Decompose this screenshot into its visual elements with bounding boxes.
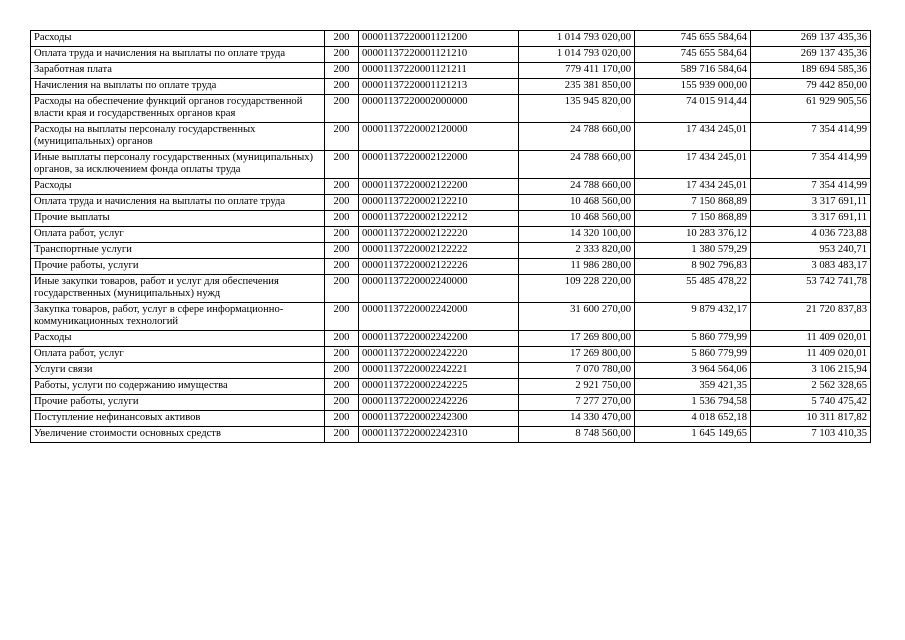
- cell-name: Увеличение стоимости основных средств: [31, 427, 325, 443]
- cell-approved: 109 228 220,00: [519, 275, 635, 303]
- cell-unexecuted: 2 562 328,65: [751, 379, 871, 395]
- cell-approved: 17 269 800,00: [519, 347, 635, 363]
- cell-line-code: 200: [325, 95, 359, 123]
- cell-approved: 24 788 660,00: [519, 123, 635, 151]
- cell-name: Работы, услуги по содержанию имущества: [31, 379, 325, 395]
- cell-budget-code: 00001137220002242225: [359, 379, 519, 395]
- cell-approved: 7 277 270,00: [519, 395, 635, 411]
- table-row: [31, 227, 871, 243]
- cell-budget-code: 00001137220002120000: [359, 123, 519, 151]
- cell-executed: 17 434 245,01: [635, 123, 751, 151]
- cell-approved: 24 788 660,00: [519, 179, 635, 195]
- cell-budget-code: 00001137220001121210: [359, 47, 519, 63]
- cell-line-code: 200: [325, 151, 359, 179]
- table-row: [31, 411, 871, 427]
- cell-line-code: 200: [325, 63, 359, 79]
- table-row: [31, 31, 871, 47]
- cell-executed: 745 655 584,64: [635, 47, 751, 63]
- cell-line-code: 200: [325, 363, 359, 379]
- cell-unexecuted: 7 354 414,99: [751, 179, 871, 195]
- cell-executed: 9 879 432,17: [635, 303, 751, 331]
- cell-executed: 5 860 779,99: [635, 347, 751, 363]
- cell-line-code: 200: [325, 243, 359, 259]
- cell-executed: 7 150 868,89: [635, 211, 751, 227]
- cell-unexecuted: 3 317 691,11: [751, 211, 871, 227]
- cell-budget-code: 00001137220002122000: [359, 151, 519, 179]
- table-row: [31, 63, 871, 79]
- cell-executed: 1 380 579,29: [635, 243, 751, 259]
- cell-unexecuted: 3 317 691,11: [751, 195, 871, 211]
- cell-line-code: 200: [325, 411, 359, 427]
- cell-budget-code: 00001137220002242221: [359, 363, 519, 379]
- cell-line-code: 200: [325, 195, 359, 211]
- table-row: [31, 79, 871, 95]
- cell-name: Оплата работ, услуг: [31, 347, 325, 363]
- cell-executed: 5 860 779,99: [635, 331, 751, 347]
- cell-executed: 359 421,35: [635, 379, 751, 395]
- cell-budget-code: 00001137220002122210: [359, 195, 519, 211]
- cell-name: Услуги связи: [31, 363, 325, 379]
- cell-unexecuted: 7 354 414,99: [751, 151, 871, 179]
- cell-approved: 235 381 850,00: [519, 79, 635, 95]
- cell-line-code: 200: [325, 259, 359, 275]
- cell-name: Расходы на выплаты персоналу государственных (муниципальных) органов: [31, 123, 325, 151]
- cell-budget-code: 00001137220001121213: [359, 79, 519, 95]
- cell-budget-code: 00001137220002122212: [359, 211, 519, 227]
- table-row: [31, 275, 871, 303]
- cell-line-code: 200: [325, 179, 359, 195]
- table-row: [31, 123, 871, 151]
- cell-approved: 31 600 270,00: [519, 303, 635, 331]
- cell-budget-code: 00001137220001121200: [359, 31, 519, 47]
- cell-unexecuted: 189 694 585,36: [751, 63, 871, 79]
- table-row: [31, 303, 871, 331]
- cell-budget-code: 00001137220002240000: [359, 275, 519, 303]
- cell-executed: 17 434 245,01: [635, 179, 751, 195]
- cell-line-code: 200: [325, 275, 359, 303]
- table-row: [31, 347, 871, 363]
- cell-line-code: 200: [325, 123, 359, 151]
- cell-approved: 11 986 280,00: [519, 259, 635, 275]
- cell-approved: 14 330 470,00: [519, 411, 635, 427]
- cell-name: Расходы: [31, 331, 325, 347]
- cell-executed: 10 283 376,12: [635, 227, 751, 243]
- cell-approved: 10 468 560,00: [519, 195, 635, 211]
- cell-name: Оплата труда и начисления на выплаты по оплате труда: [31, 47, 325, 63]
- cell-unexecuted: 79 442 850,00: [751, 79, 871, 95]
- cell-name: Иные закупки товаров, работ и услуг для обеспечения государственных (муниципальных) нужд: [31, 275, 325, 303]
- cell-name: Прочие выплаты: [31, 211, 325, 227]
- cell-budget-code: 00001137220002242300: [359, 411, 519, 427]
- cell-name: Поступление нефинансовых активов: [31, 411, 325, 427]
- cell-approved: 24 788 660,00: [519, 151, 635, 179]
- cell-line-code: 200: [325, 303, 359, 331]
- cell-approved: 2 333 820,00: [519, 243, 635, 259]
- cell-unexecuted: 21 720 837,83: [751, 303, 871, 331]
- cell-line-code: 200: [325, 379, 359, 395]
- table-row: [31, 427, 871, 443]
- cell-unexecuted: 953 240,71: [751, 243, 871, 259]
- cell-executed: 3 964 564,06: [635, 363, 751, 379]
- cell-line-code: 200: [325, 79, 359, 95]
- cell-executed: 1 536 794,58: [635, 395, 751, 411]
- cell-name: Иные выплаты персоналу государственных (муниципальных) органов, за исключением фонда оплаты труда: [31, 151, 325, 179]
- cell-name: Расходы на обеспечение функций органов государственной власти края и государственных органов края: [31, 95, 325, 123]
- cell-name: Начисления на выплаты по оплате труда: [31, 79, 325, 95]
- cell-unexecuted: 61 929 905,56: [751, 95, 871, 123]
- cell-unexecuted: 3 106 215,94: [751, 363, 871, 379]
- cell-unexecuted: 10 311 817,82: [751, 411, 871, 427]
- table-row: [31, 195, 871, 211]
- cell-budget-code: 00001137220001121211: [359, 63, 519, 79]
- cell-name: Оплата работ, услуг: [31, 227, 325, 243]
- table-row: [31, 95, 871, 123]
- cell-approved: 1 014 793 020,00: [519, 31, 635, 47]
- cell-unexecuted: 5 740 475,42: [751, 395, 871, 411]
- cell-unexecuted: 3 083 483,17: [751, 259, 871, 275]
- cell-line-code: 200: [325, 347, 359, 363]
- cell-unexecuted: 11 409 020,01: [751, 331, 871, 347]
- cell-unexecuted: 53 742 741,78: [751, 275, 871, 303]
- table-row: [31, 179, 871, 195]
- cell-line-code: 200: [325, 211, 359, 227]
- cell-unexecuted: 7 354 414,99: [751, 123, 871, 151]
- cell-line-code: 200: [325, 395, 359, 411]
- cell-budget-code: 00001137220002242200: [359, 331, 519, 347]
- cell-line-code: 200: [325, 227, 359, 243]
- cell-executed: 7 150 868,89: [635, 195, 751, 211]
- budget-execution-table: [30, 30, 871, 443]
- cell-budget-code: 00001137220002122200: [359, 179, 519, 195]
- cell-budget-code: 00001137220002242000: [359, 303, 519, 331]
- cell-approved: 779 411 170,00: [519, 63, 635, 79]
- cell-unexecuted: 7 103 410,35: [751, 427, 871, 443]
- table-row: [31, 151, 871, 179]
- cell-approved: 7 070 780,00: [519, 363, 635, 379]
- cell-name: Транспортные услуги: [31, 243, 325, 259]
- cell-budget-code: 00001137220002122220: [359, 227, 519, 243]
- cell-budget-code: 00001137220002122226: [359, 259, 519, 275]
- cell-budget-code: 00001137220002242310: [359, 427, 519, 443]
- table-row: [31, 395, 871, 411]
- cell-executed: 55 485 478,22: [635, 275, 751, 303]
- cell-executed: 74 015 914,44: [635, 95, 751, 123]
- cell-approved: 8 748 560,00: [519, 427, 635, 443]
- cell-unexecuted: 269 137 435,36: [751, 47, 871, 63]
- cell-line-code: 200: [325, 47, 359, 63]
- cell-executed: 155 939 000,00: [635, 79, 751, 95]
- cell-executed: 1 645 149,65: [635, 427, 751, 443]
- cell-executed: 589 716 584,64: [635, 63, 751, 79]
- cell-unexecuted: 269 137 435,36: [751, 31, 871, 47]
- cell-approved: 17 269 800,00: [519, 331, 635, 347]
- table-body: [31, 31, 871, 443]
- cell-approved: 1 014 793 020,00: [519, 47, 635, 63]
- cell-name: Расходы: [31, 179, 325, 195]
- table-row: [31, 331, 871, 347]
- cell-approved: 10 468 560,00: [519, 211, 635, 227]
- table-row: [31, 243, 871, 259]
- cell-name: Оплата труда и начисления на выплаты по оплате труда: [31, 195, 325, 211]
- cell-unexecuted: 4 036 723,88: [751, 227, 871, 243]
- cell-name: Прочие работы, услуги: [31, 259, 325, 275]
- cell-executed: 17 434 245,01: [635, 151, 751, 179]
- table-row: [31, 379, 871, 395]
- cell-executed: 4 018 652,18: [635, 411, 751, 427]
- cell-executed: 8 902 796,83: [635, 259, 751, 275]
- cell-line-code: 200: [325, 331, 359, 347]
- cell-executed: 745 655 584,64: [635, 31, 751, 47]
- cell-approved: 135 945 820,00: [519, 95, 635, 123]
- cell-unexecuted: 11 409 020,01: [751, 347, 871, 363]
- cell-budget-code: 00001137220002000000: [359, 95, 519, 123]
- cell-name: Прочие работы, услуги: [31, 395, 325, 411]
- cell-budget-code: 00001137220002242220: [359, 347, 519, 363]
- table-row: [31, 211, 871, 227]
- table-row: [31, 259, 871, 275]
- cell-name: Расходы: [31, 31, 325, 47]
- cell-name: Закупка товаров, работ, услуг в сфере информационно-коммуникационных технологий: [31, 303, 325, 331]
- cell-approved: 14 320 100,00: [519, 227, 635, 243]
- cell-line-code: 200: [325, 31, 359, 47]
- cell-budget-code: 00001137220002242226: [359, 395, 519, 411]
- table-row: [31, 363, 871, 379]
- cell-approved: 2 921 750,00: [519, 379, 635, 395]
- cell-budget-code: 00001137220002122222: [359, 243, 519, 259]
- cell-name: Заработная плата: [31, 63, 325, 79]
- table-row: [31, 47, 871, 63]
- cell-line-code: 200: [325, 427, 359, 443]
